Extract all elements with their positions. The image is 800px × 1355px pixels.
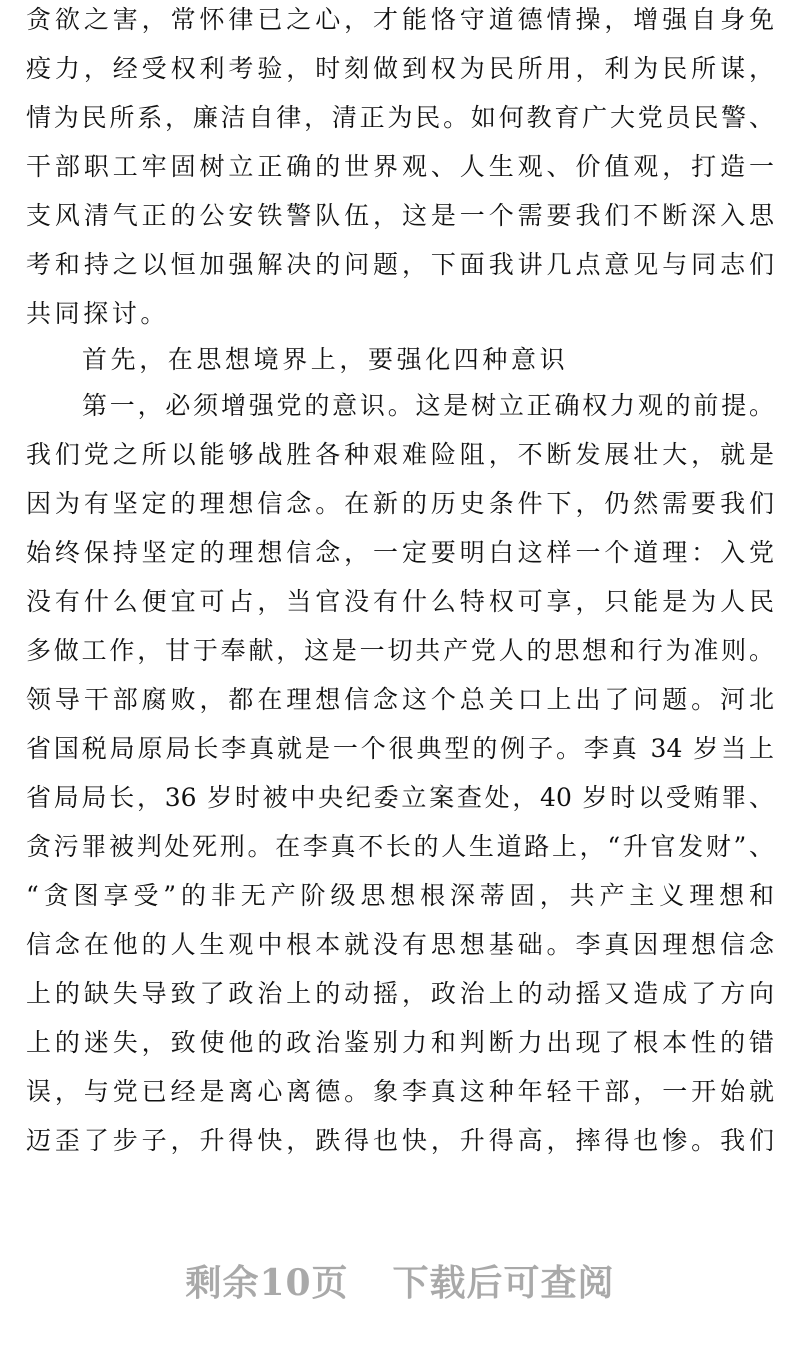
text-line: 没有什么便宜可占，当官没有什么特权可享，只能是为人民 bbox=[26, 587, 774, 616]
text-line: 省局局长，36 岁时被中央纪委立案查处，40 岁时以受贿罪、 bbox=[26, 783, 774, 812]
text-line: 上的迷失，致使他的政治鉴别力和判断力出现了根本性的错 bbox=[26, 1028, 774, 1057]
text-line: 迈歪了步子，升得快，跌得也快，升得高，摔得也惨。我们 bbox=[26, 1126, 774, 1155]
text-line: 始终保持坚定的理想信念，一定要明白这样一个道理：入党 bbox=[26, 538, 774, 567]
document-body bbox=[26, 0, 774, 1165]
text-line: 我们党之所以能够战胜各种艰难险阻，不断发展壮大，就是 bbox=[26, 440, 774, 469]
text-line: 多做工作，甘于奉献，这是一切共产党人的思想和行为准则。 bbox=[26, 636, 774, 665]
text-line: 因为有坚定的理想信念。在新的历史条件下，仍然需要我们 bbox=[26, 489, 774, 518]
text-line: 贪欲之害，常怀律已之心，才能恪守道德情操，增强自身免 bbox=[26, 5, 774, 34]
text-line: 支风清气正的公安铁警队伍，这是一个需要我们不断深入思 bbox=[26, 201, 774, 230]
download-prompt[interactable] bbox=[0, 1255, 800, 1306]
remaining-pages-label: 剩余10页 bbox=[185, 1262, 349, 1304]
text-line: 第一，必须增强党的意识。这是树立正确权力观的前提。 bbox=[82, 391, 774, 420]
text-line: 情为民所系，廉洁自律，清正为民。如何教育广大党员民警、 bbox=[26, 103, 774, 132]
section-heading: 首先，在思想境界上，要强化四种意识 bbox=[82, 345, 569, 374]
text-line: 信念在他的人生观中根本就没有思想基础。李真因理想信念 bbox=[26, 930, 774, 959]
text-line: 上的缺失导致了政治上的动摇，政治上的动摇又造成了方向 bbox=[26, 979, 774, 1008]
text-line: 省国税局原局长李真就是一个很典型的例子。李真 34 岁当上 bbox=[26, 734, 774, 763]
text-line: 疫力，经受权利考验，时刻做到权为民所用，利为民所谋， bbox=[26, 54, 774, 83]
text-line: 共同探讨。 bbox=[26, 299, 170, 328]
text-line: 误，与党已经是离心离德。象李真这种年轻干部，一开始就 bbox=[26, 1077, 774, 1106]
text-line: 考和持之以恒加强解决的问题，下面我讲几点意见与同志们 bbox=[26, 250, 774, 279]
text-line: 贪污罪被判处死刑。在李真不长的人生道路上，“升官发财”、 bbox=[26, 832, 774, 861]
text-line: 领导干部腐败，都在理想信念这个总关口上出了问题。河北 bbox=[26, 685, 774, 714]
text-line: “贪图享受”的非无产阶级思想根深蒂固，共产主义理想和 bbox=[26, 881, 774, 910]
text-line: 干部职工牢固树立正确的世界观、人生观、价值观，打造一 bbox=[26, 152, 774, 181]
download-to-view-label: 下载后可查阅 bbox=[392, 1262, 615, 1304]
